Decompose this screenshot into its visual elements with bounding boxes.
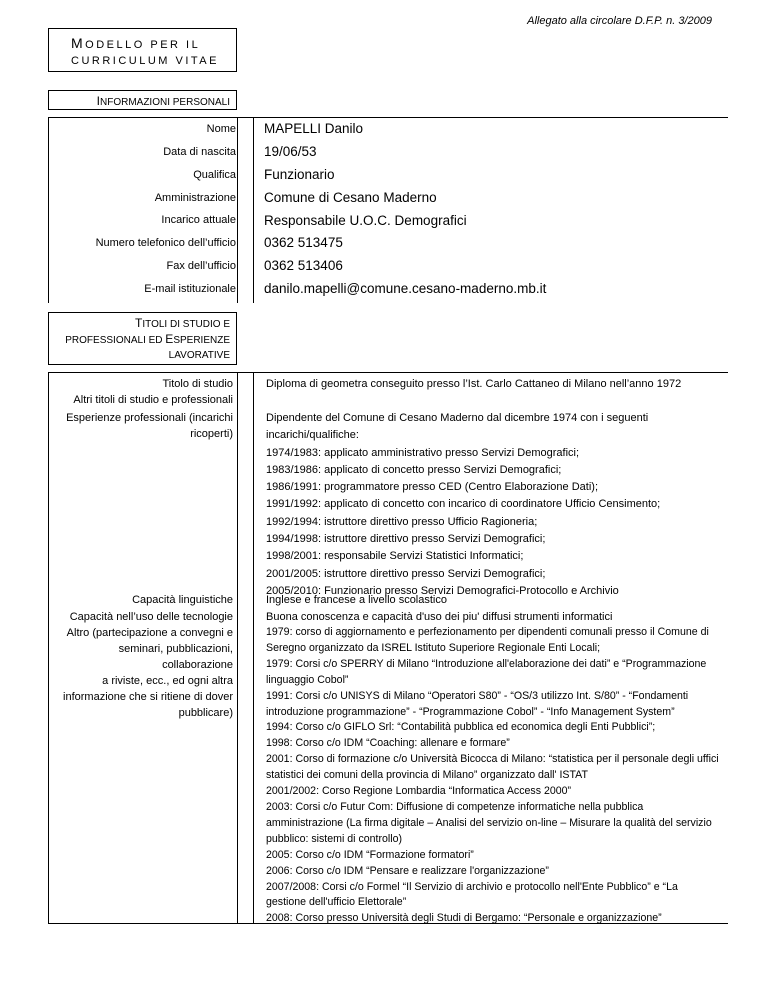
s2-line2b: SPERIENZE bbox=[173, 335, 230, 346]
value-qualifica: Funzionario bbox=[264, 167, 335, 182]
s2-line1: ITOLI DI STUDIO E bbox=[142, 319, 230, 330]
esperienze-label-line: ricoperti) bbox=[190, 428, 233, 440]
label-titolo-studio: Titolo di studio bbox=[162, 378, 233, 390]
s2-line2a: PROFESSIONALI ED bbox=[65, 335, 166, 346]
list-item: 1991: Corsi c/o UNISYS di Milano “Operatori S80” - “OS/3 utilizzo Int. S/80” - “Fondamenti bbox=[266, 689, 689, 702]
altro-label-line: Altro (partecipazione a convegni e bbox=[66, 627, 233, 639]
section-personal-info-heading bbox=[48, 90, 237, 110]
list-item: Dipendente del Comune di Cesano Maderno dal dicembre 1974 con i seguenti bbox=[266, 412, 649, 424]
s2-initial-1: T bbox=[135, 316, 143, 330]
titolo-studio-text: Diploma di geometra conseguito presso l’Ist. Carlo Cattaneo di Milano nell’anno 1972 bbox=[266, 378, 682, 390]
list-item: 2007/2008: Corsi c/o Formel “Il Servizio di archivio e protocollo nell'Ente Pubblico” e “La bbox=[266, 880, 678, 893]
list-item: amministrazione (La firma digitale – Analisi del servizio on-line – Misurare la qualità del servizio bbox=[266, 816, 712, 829]
list-item: 2001/2005: istruttore direttivo presso Servizi Demografici; bbox=[266, 567, 546, 580]
altro-label-line: pubblicare) bbox=[178, 707, 233, 719]
table-label-border bbox=[237, 117, 238, 303]
list-item: 1991/1992: applicato di concetto con incarico di coordinatore Ufficio Censimento; bbox=[266, 498, 661, 511]
label-nome: Nome bbox=[206, 123, 236, 135]
label-qualifica: Qualifica bbox=[193, 169, 236, 181]
title-line2: CURRICULUM VITAE bbox=[71, 55, 219, 67]
list-item: 1979: Corsi c/o SPERRY di Milano “Introduzione all'elaborazione dei dati” e “Programmazione bbox=[266, 657, 707, 670]
capacita-tecnologie-text: Buona conoscenza e capacità d'uso dei piu' diffusi strumenti informatici bbox=[266, 611, 613, 623]
label-capacita-linguistiche: Capacità linguistiche bbox=[132, 594, 233, 606]
table-value-border bbox=[253, 117, 254, 303]
table-left-border bbox=[48, 117, 49, 303]
list-item: gestione dell'ufficio Elettorale” bbox=[266, 896, 407, 909]
s2-line3: LAVORATIVE bbox=[168, 350, 230, 361]
label-fax: Fax dell’ufficio bbox=[166, 260, 236, 272]
value-capacita-linguistiche bbox=[266, 592, 726, 608]
list-item: 2005: Corso c/o IDM “Formazione formatori” bbox=[266, 848, 474, 861]
list-item: 1994: Corso c/o GIFLO Srl: “Contabilità pubblica ed economica degli Enti Pubblici”; bbox=[266, 721, 656, 734]
list-item: linguaggio Cobol” bbox=[266, 673, 349, 686]
list-item: 2005/2010: Funzionario presso Servizi Demografici-Protocollo e Archivio bbox=[266, 584, 619, 597]
value-email: danilo.mapelli@comune.cesano-maderno.mb.it bbox=[264, 281, 547, 296]
label-email: E-mail istituzionale bbox=[144, 283, 236, 295]
label-altro bbox=[48, 625, 237, 721]
list-item: incarichi/qualifiche: bbox=[266, 429, 359, 442]
label-capacita-tecnologie: Capacità nell’uso delle tecnologie bbox=[69, 611, 233, 623]
list-item: 1998/2001: responsabile Servizi Statistici Informatici; bbox=[266, 550, 524, 563]
value-amministrazione: Comune di Cesano Maderno bbox=[264, 190, 437, 205]
list-item: 2003: Corsi c/o Futur Com: Diffusione di competenze informatiche nella pubblica bbox=[266, 800, 644, 813]
list-item: 2008: Corso presso Università degli Studi di Bergamo: “Personale e organizzazione” bbox=[266, 912, 662, 925]
list-item: 1998: Corso c/o IDM “Coaching: allenare e formare” bbox=[266, 737, 510, 750]
label-altri-titoli: Altri titoli di studio e professionali bbox=[73, 394, 233, 406]
divider bbox=[48, 117, 728, 118]
list-item: statistici dei comuni della provincia di Milano” organizzato dall' ISTAT bbox=[266, 769, 588, 782]
esperienze-label-line: Esperienze professionali (incarichi bbox=[66, 412, 233, 424]
list-item: 1983/1986: applicato di concetto presso Servizi Demografici; bbox=[266, 463, 562, 476]
header-note: Allegato alla circolare D.F.P. n. 3/2009 bbox=[527, 15, 712, 27]
value-nome: MAPELLI Danilo bbox=[264, 121, 364, 136]
value-capacita-tecnologie bbox=[266, 609, 726, 625]
list-item: 1986/1991: programmatore presso CED (Centro Elaborazione Dati); bbox=[266, 481, 598, 494]
list-item: 2006: Corso c/o IDM “Pensare e realizzare l'organizzazione” bbox=[266, 864, 549, 877]
altro-label-line: a riviste, ecc., ed ogni altra bbox=[102, 675, 233, 687]
list-item: 1974/1983: applicato amministrativo presso Servizi Demografici; bbox=[266, 446, 580, 459]
value-fax: 0362 513406 bbox=[264, 258, 343, 273]
section1-text: NFORMAZIONI PERSONALI bbox=[99, 97, 230, 108]
list-item: pubblico: sistemi di controllo) bbox=[266, 832, 403, 845]
label-esperienze bbox=[48, 410, 237, 442]
value-esperienze bbox=[266, 410, 726, 600]
value-telefono: 0362 513475 bbox=[264, 235, 343, 250]
list-item: 1979: corso di aggiornamento e perfezionamento per dipendenti comunali presso il Comune di bbox=[266, 626, 709, 638]
list-item: 1994/1998: istruttore direttivo presso Servizi Demografici; bbox=[266, 533, 546, 546]
altro-label-line: informazione che si ritiene di dover bbox=[63, 691, 233, 703]
value-data-nascita: 19/06/53 bbox=[264, 144, 317, 159]
capacita-linguistiche-text: Inglese e francese a livello scolastico bbox=[266, 594, 447, 606]
label-data-nascita: Data di nascita bbox=[163, 146, 236, 158]
value-altro bbox=[266, 625, 726, 927]
section1-initial: I bbox=[96, 94, 100, 108]
divider bbox=[48, 372, 728, 373]
label-incarico: Incarico attuale bbox=[161, 214, 236, 226]
label-amministrazione: Amministrazione bbox=[154, 192, 236, 204]
list-item: 1992/1994: istruttore direttivo presso Ufficio Ragioneria; bbox=[266, 515, 538, 528]
list-item: 2001: Corso di formazione c/o Università Bicocca di Milano: “statistica per il personale degli uffici bbox=[266, 753, 719, 766]
list-item: Seregno organizzato da ISREL Istituto Superiore Regionale Enti Locali; bbox=[266, 641, 601, 654]
altro-label-line: seminari, pubblicazioni, collaborazione bbox=[118, 643, 233, 671]
s2-initial-2: E bbox=[165, 332, 174, 346]
section-studies-heading bbox=[48, 312, 237, 365]
table-value-border bbox=[253, 372, 254, 924]
title-line1: ODELLO PER IL bbox=[85, 39, 201, 51]
document-title bbox=[48, 28, 237, 72]
title-initial: M bbox=[71, 35, 86, 51]
value-incarico: Responsabile U.O.C. Demografici bbox=[264, 213, 467, 228]
label-telefono: Numero telefonico dell’ufficio bbox=[95, 237, 236, 249]
value-titolo-studio bbox=[266, 376, 726, 392]
list-item: 2001/2002: Corso Regione Lombardia “Informatica Access 2000” bbox=[266, 785, 572, 798]
list-item: introduzione programmazione” - “Programmazione Cobol” - “Info Management System” bbox=[266, 705, 675, 718]
table-label-border bbox=[237, 372, 238, 924]
